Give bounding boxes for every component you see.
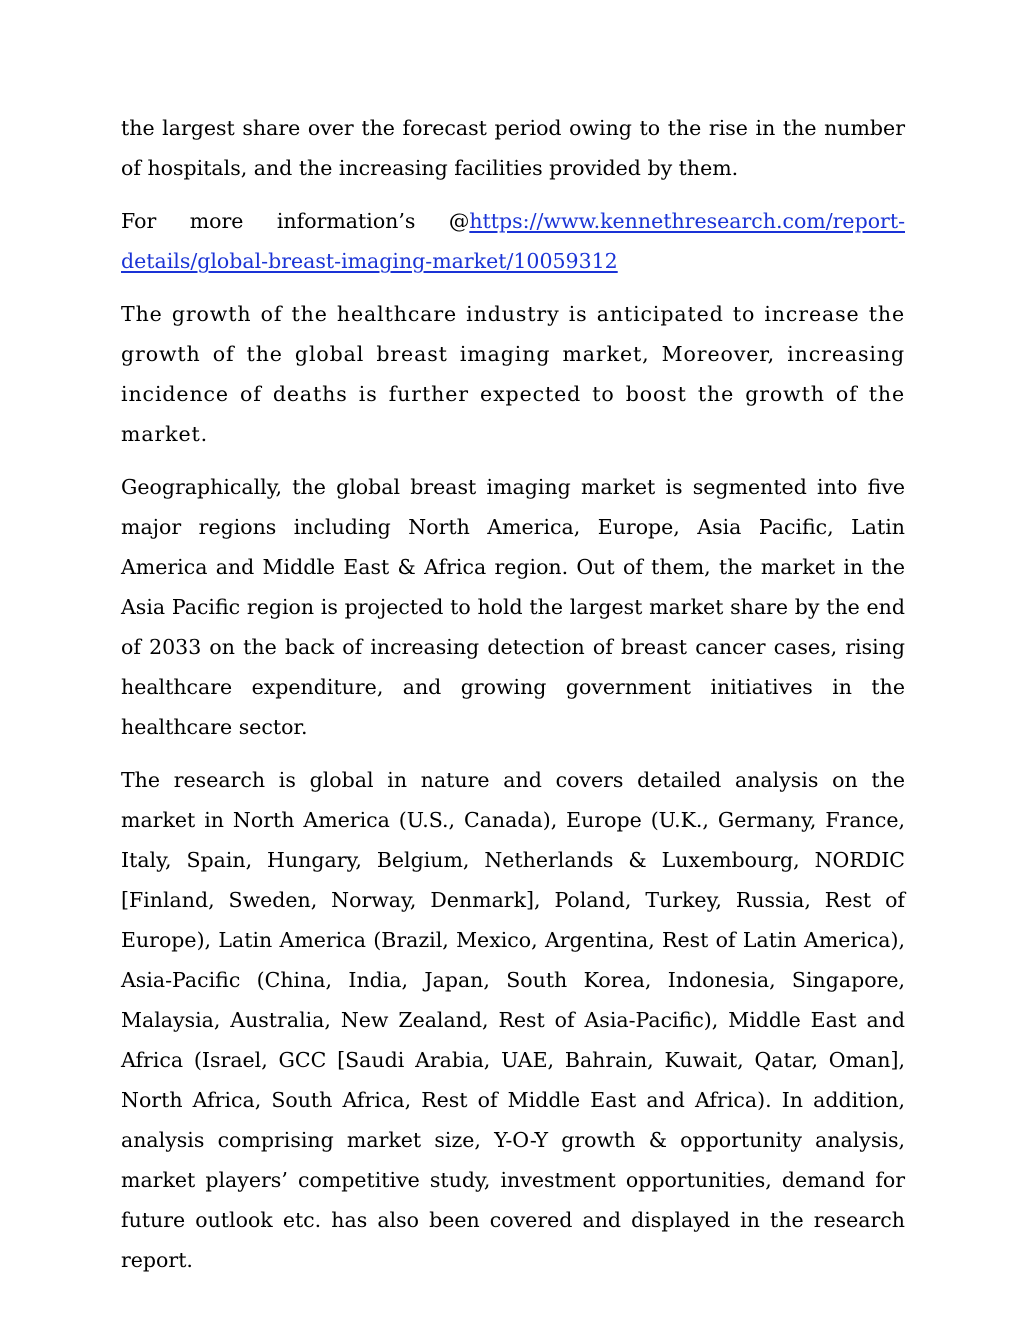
report-link[interactable]: https://www.kennethresearch.com/report-details/global-breast-imaging-market/10059312 <box>121 209 905 273</box>
paragraph-healthcare-growth: The growth of the healthcare industry is anticipated to increase the growth of the global breast imaging market, Moreover, increasing incidence of deaths is further expected to boost the growth of the market. <box>121 302 905 446</box>
paragraph-geography: Geographically, the global breast imaging market is segmented into five major regions including North America, Europe, Asia Pacific, Latin America and Middle East & Africa region. Out of them, the market in the Asia Pacific region is projected to hold the largest market share by the end of 2033 on the back of increasing detection of breast cancer cases, rising healthcare expenditure, and growing government initiatives in the healthcare sector. <box>121 475 905 739</box>
paragraph-hospitals-share: the largest share over the forecast period owing to the rise in the number of hospitals, and the increasing facilities provided by them. <box>121 116 905 180</box>
more-information-label: For more information’s @ <box>121 209 470 233</box>
paragraph-research-scope: The research is global in nature and covers detailed analysis on the market in North America (U.S., Canada), Europe (U.K., Germany, France, Italy, Spain, Hungary, Belgium, Netherlands & Luxembourg, NORDIC [Finland, Sweden, Norway, Denmark], Poland, Turkey, Russia, Rest of Europe), Latin America (Brazil, Mexico, Argentina, Rest of Latin America), Asia-Pacific (China, India, Japan, South Korea, Indonesia, Singapore, Malaysia, Australia, New Zealand, Rest of Asia-Pacific), Middle East and Africa (Israel, GCC [Saudi Arabia, UAE, Bahrain, Kuwait, Qatar, Oman], North Africa, South Africa, Rest of Middle East and Africa). In addition, analysis comprising market size, Y-O-Y growth & opportunity analysis, market players’ competitive study, investment opportunities, demand for future outlook etc. has also been covered and displayed in the research report. <box>121 768 905 1272</box>
document-page <box>121 108 905 1293</box>
more-information-paragraph <box>121 201 905 281</box>
